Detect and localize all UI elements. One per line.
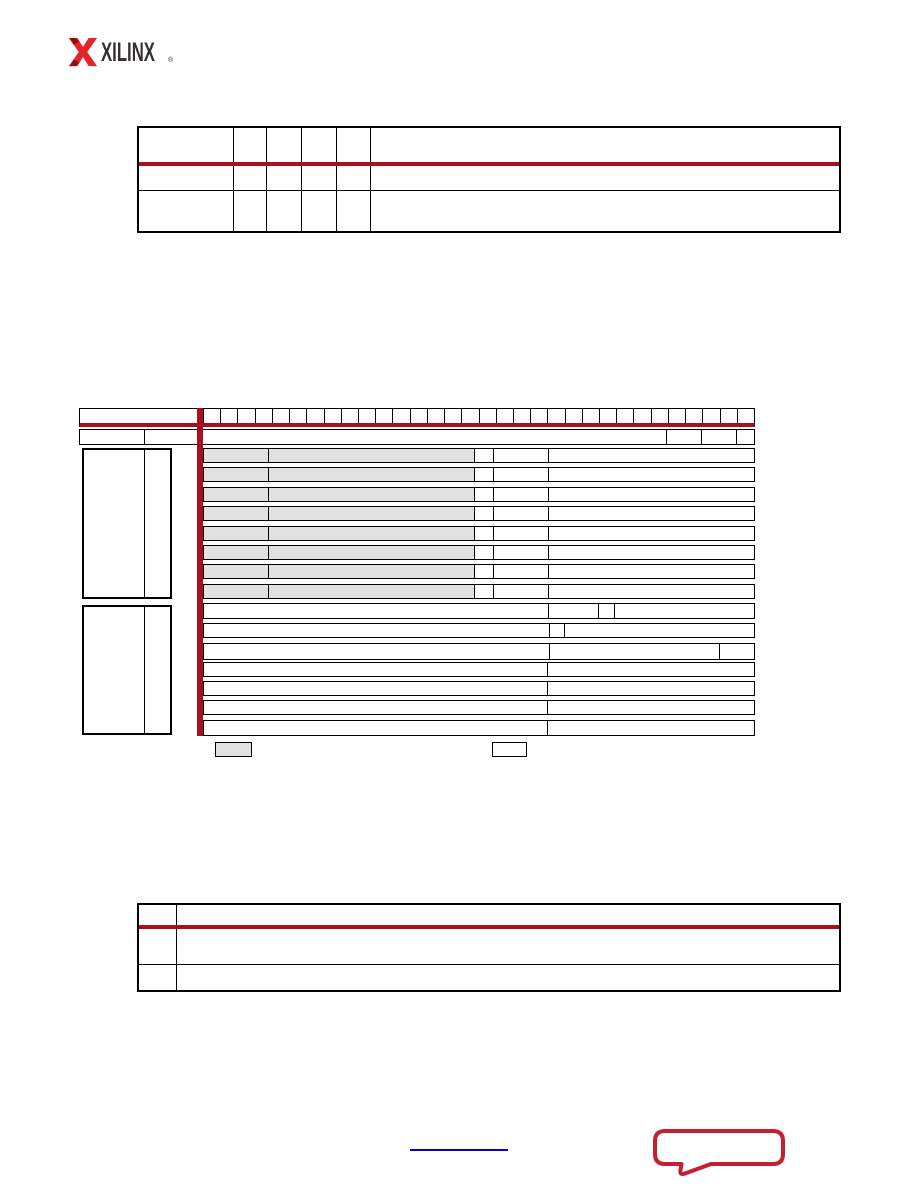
field-cell (548, 565, 754, 578)
bit-tick-cell (737, 409, 754, 423)
bit-tick-cell (289, 409, 306, 423)
register-row (203, 448, 755, 463)
bit-tick-cell (410, 409, 427, 423)
field-cell (614, 604, 754, 618)
subheader-cell (736, 430, 754, 444)
bit-tick-cell (633, 409, 650, 423)
field-cell (564, 624, 754, 637)
register-row (203, 584, 755, 599)
field-cell (204, 604, 548, 618)
bit-tick-cell (547, 409, 564, 423)
field-cell (547, 682, 754, 695)
field-cell-shaded (268, 527, 474, 540)
logo-text: XILINX (101, 37, 155, 67)
table-header-cell (266, 128, 301, 162)
table-cell (336, 166, 370, 190)
top-table-row (139, 166, 839, 191)
field-cell (549, 644, 719, 659)
bit-tick-cell (720, 409, 737, 423)
table-header-cell (176, 905, 839, 925)
field-cell-shaded (204, 527, 268, 540)
field-cell (474, 449, 493, 462)
figure-subheader-row (79, 429, 755, 445)
table-cell (139, 166, 233, 190)
bit-tick-cell (306, 409, 323, 423)
left-sublabel-cell (145, 450, 170, 597)
field-cell (474, 527, 493, 540)
table-cell (301, 166, 336, 190)
bit-tick-cell (237, 409, 254, 423)
top-table-row (139, 191, 839, 231)
bit-tick-cell (461, 409, 478, 423)
subheader-cell (80, 430, 144, 444)
bit-ruler-left-label (80, 409, 203, 423)
register-row (203, 545, 755, 560)
bit-tick-cell (272, 409, 289, 423)
register-row (203, 467, 755, 482)
field-cell-shaded (268, 449, 474, 462)
table-header-cell (336, 128, 370, 162)
field-cell-shaded (204, 488, 268, 501)
bit-tick-cell (444, 409, 461, 423)
feedback-button[interactable] (652, 1129, 786, 1179)
register-row (203, 720, 755, 736)
field-cell (493, 527, 548, 540)
footer-link[interactable] (410, 1135, 508, 1151)
table-cell (139, 965, 176, 990)
table-cell (233, 191, 266, 231)
table-cell (266, 166, 301, 190)
bit-tick-cell (341, 409, 358, 423)
field-cell (493, 507, 548, 520)
table-cell (301, 191, 336, 231)
register-row (203, 506, 755, 521)
field-cell (548, 449, 754, 462)
field-cell-shaded (268, 488, 474, 501)
field-cell (548, 468, 754, 481)
field-cell-shaded (204, 585, 268, 598)
bottom-table-row (139, 929, 839, 965)
bit-ruler (79, 408, 755, 427)
field-cell (548, 527, 754, 540)
field-cell (719, 644, 754, 659)
feedback-bubble-icon (652, 1129, 786, 1179)
field-cell (493, 488, 548, 501)
register-row (203, 487, 755, 502)
bit-tick-cell (324, 409, 341, 423)
table-header-cell (139, 128, 233, 162)
left-label-box (82, 605, 172, 735)
field-cell (474, 585, 493, 598)
field-cell (474, 507, 493, 520)
table-cell (370, 166, 839, 190)
register-row (203, 526, 755, 541)
field-cell (549, 624, 564, 637)
bit-tick-cell (375, 409, 392, 423)
field-cell (548, 604, 598, 618)
bit-tick-cell (255, 409, 272, 423)
field-cell (474, 546, 493, 559)
bit-tick-cell (651, 409, 668, 423)
left-label-cell (84, 607, 145, 733)
bit-ruler-cells (203, 409, 754, 423)
bit-tick-cell (358, 409, 375, 423)
subheader-cell (701, 430, 736, 444)
top-table-header-row (139, 128, 839, 166)
register-row (203, 700, 755, 715)
bit-tick-cell (479, 409, 496, 423)
field-cell-shaded (204, 468, 268, 481)
field-cell (493, 546, 548, 559)
left-sublabel-cell (145, 607, 170, 733)
field-cell (493, 468, 548, 481)
table-cell (266, 191, 301, 231)
field-cell (547, 663, 754, 676)
register-row (203, 623, 755, 638)
field-cell (204, 644, 549, 659)
table-header-cell (139, 905, 176, 925)
field-cell (474, 488, 493, 501)
xilinx-x-icon (68, 37, 98, 67)
figure-red-vertical-rule (197, 408, 203, 736)
bit-tick-cell (616, 409, 633, 423)
left-label-cell (84, 450, 145, 597)
field-cell (493, 565, 548, 578)
bottom-table-header-row (139, 905, 839, 929)
field-cell-shaded (268, 585, 474, 598)
bit-tick-cell (392, 409, 409, 423)
bit-tick-cell (203, 409, 220, 423)
bit-tick-cell (702, 409, 719, 423)
table-header-cell (370, 128, 839, 162)
top-table (137, 126, 841, 233)
field-cell-shaded (204, 507, 268, 520)
bit-tick-cell (565, 409, 582, 423)
subheader-cell (144, 430, 666, 444)
register-row (203, 603, 755, 619)
registered-mark: ® (168, 57, 174, 64)
table-cell (233, 166, 266, 190)
table-header-cell (233, 128, 266, 162)
register-row (203, 643, 755, 660)
table-cell (139, 929, 176, 964)
bit-tick-cell (599, 409, 616, 423)
field-cell-shaded (268, 468, 474, 481)
bit-tick-cell (582, 409, 599, 423)
bit-tick-cell (513, 409, 530, 423)
field-cell (548, 546, 754, 559)
field-cell (548, 585, 754, 598)
subheader-cell (666, 430, 701, 444)
field-cell (547, 701, 754, 714)
register-row (203, 662, 755, 677)
field-cell (598, 604, 614, 618)
field-cell-shaded (268, 546, 474, 559)
table-cell (139, 191, 233, 231)
field-cell (493, 585, 548, 598)
legend-swatch-shaded (215, 742, 252, 757)
field-cell (547, 721, 754, 735)
field-cell-shaded (204, 546, 268, 559)
table-cell (176, 965, 839, 990)
field-cell (474, 468, 493, 481)
bit-tick-cell (496, 409, 513, 423)
table-cell (336, 191, 370, 231)
bit-tick-cell (530, 409, 547, 423)
register-row (203, 564, 755, 579)
field-cell (204, 624, 549, 637)
field-cell-shaded (204, 449, 268, 462)
field-cell-shaded (204, 565, 268, 578)
register-row (203, 681, 755, 696)
table-cell (176, 929, 839, 964)
field-cell-shaded (268, 565, 474, 578)
field-cell (548, 488, 754, 501)
table-cell (370, 191, 839, 231)
bit-tick-cell (685, 409, 702, 423)
bottom-table-row (139, 965, 839, 990)
bit-tick-cell (220, 409, 237, 423)
field-cell (204, 721, 547, 735)
field-cell (204, 682, 547, 695)
left-label-box (82, 448, 172, 599)
bit-tick-cell (668, 409, 685, 423)
field-cell (474, 565, 493, 578)
legend-swatch-clear (492, 742, 527, 757)
field-cell (493, 449, 548, 462)
bottom-table (137, 903, 841, 992)
field-cell (204, 701, 547, 714)
field-cell-shaded (268, 507, 474, 520)
table-header-cell (301, 128, 336, 162)
bit-tick-cell (427, 409, 444, 423)
field-cell (548, 507, 754, 520)
field-cell (204, 663, 547, 676)
